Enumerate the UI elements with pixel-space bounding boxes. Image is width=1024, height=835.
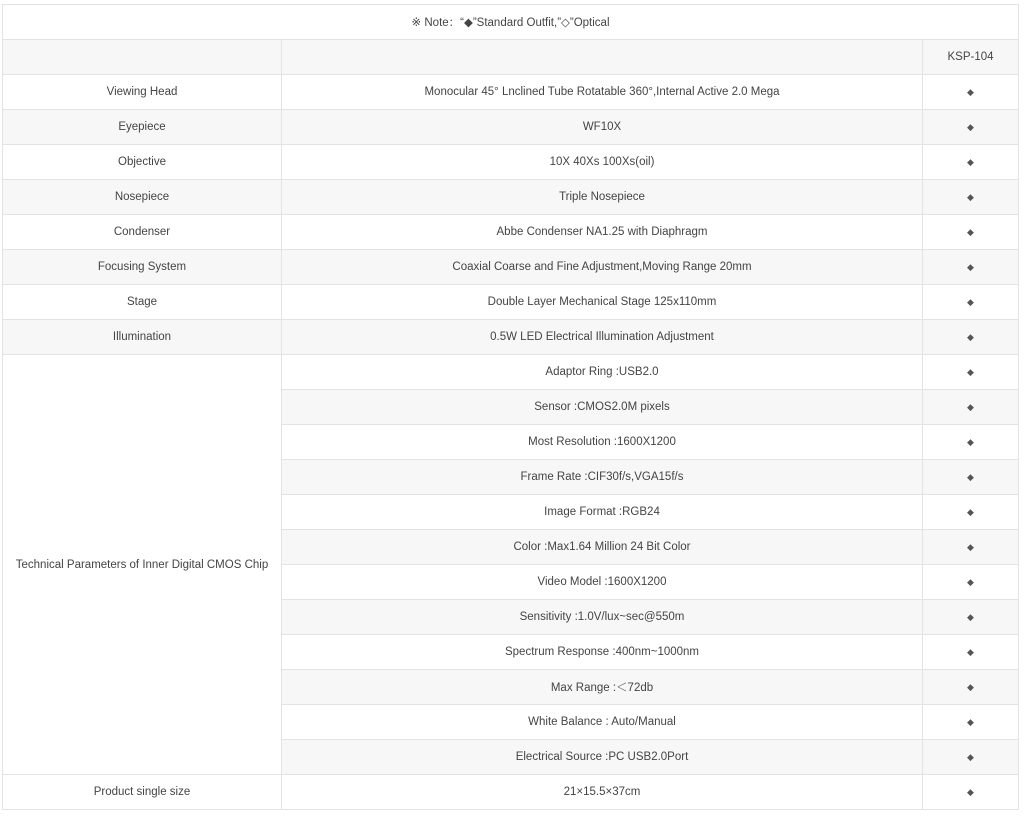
cmos-value: Adaptor Ring :USB2.0 <box>282 355 923 390</box>
standard-marker-icon: ◆ <box>967 472 974 482</box>
standard-marker-icon: ◆ <box>967 752 974 762</box>
row-value: Monocular 45° Lnclined Tube Rotatable 360°,Internal Active 2.0 Mega <box>282 75 923 110</box>
row-label: Product single size <box>3 775 282 810</box>
table-row <box>3 110 1019 145</box>
standard-marker-icon: ◆ <box>967 577 974 587</box>
cmos-value: Video Model :1600X1200 <box>282 565 923 600</box>
table-row <box>3 250 1019 285</box>
standard-marker-icon: ◆ <box>967 122 974 132</box>
row-value: 10X 40Xs 100Xs(oil) <box>282 145 923 180</box>
cmos-value: Sensitivity :1.0V/lux~sec@550m <box>282 600 923 635</box>
row-label: Nosepiece <box>3 180 282 215</box>
standard-marker-icon: ◆ <box>967 612 974 622</box>
standard-marker-icon: ◆ <box>967 297 974 307</box>
cmos-value: Frame Rate :CIF30f/s,VGA15f/s <box>282 460 923 495</box>
cmos-value: White Balance : Auto/Manual <box>282 705 923 740</box>
standard-marker-icon: ◆ <box>967 157 974 167</box>
row-label: Objective <box>3 145 282 180</box>
standard-marker-icon: ◆ <box>967 367 974 377</box>
header-label-cell <box>3 40 282 75</box>
standard-marker-icon: ◆ <box>967 87 974 97</box>
row-value: Abbe Condenser NA1.25 with Diaphragm <box>282 215 923 250</box>
cmos-value: Electrical Source :PC USB2.0Port <box>282 740 923 775</box>
row-value: Double Layer Mechanical Stage 125x110mm <box>282 285 923 320</box>
spec-table <box>2 4 1019 810</box>
table-row <box>3 320 1019 355</box>
row-value: WF10X <box>282 110 923 145</box>
table-row <box>3 180 1019 215</box>
standard-marker-icon: ◆ <box>967 787 974 797</box>
row-label: Eyepiece <box>3 110 282 145</box>
standard-marker-icon: ◆ <box>967 682 974 692</box>
standard-marker-icon: ◆ <box>967 507 974 517</box>
table-row <box>3 215 1019 250</box>
standard-marker-icon: ◆ <box>967 717 974 727</box>
table-row <box>3 355 1019 390</box>
table-row <box>3 285 1019 320</box>
header-row <box>3 40 1019 75</box>
row-label: Illumination <box>3 320 282 355</box>
cmos-value: Max Range :＜72db <box>282 670 923 705</box>
note-row <box>3 5 1019 40</box>
standard-marker-icon: ◆ <box>967 227 974 237</box>
standard-marker-icon: ◆ <box>967 262 974 272</box>
row-value: Coaxial Coarse and Fine Adjustment,Moving Range 20mm <box>282 250 923 285</box>
row-value: 21×15.5×37cm <box>282 775 923 810</box>
cmos-value: Most Resolution :1600X1200 <box>282 425 923 460</box>
table-row <box>3 775 1019 810</box>
standard-marker-icon: ◆ <box>967 437 974 447</box>
row-value: 0.5W LED Electrical Illumination Adjustment <box>282 320 923 355</box>
header-value-cell <box>282 40 923 75</box>
row-value: Triple Nosepiece <box>282 180 923 215</box>
cmos-value: Color :Max1.64 Million 24 Bit Color <box>282 530 923 565</box>
row-label: Viewing Head <box>3 75 282 110</box>
model-header: KSP-104 <box>923 40 1019 75</box>
row-label: Condenser <box>3 215 282 250</box>
table-row <box>3 75 1019 110</box>
cmos-section-label: Technical Parameters of Inner Digital CMOS Chip <box>3 355 282 775</box>
standard-marker-icon: ◆ <box>967 332 974 342</box>
standard-marker-icon: ◆ <box>967 647 974 657</box>
row-label: Focusing System <box>3 250 282 285</box>
table-row <box>3 145 1019 180</box>
cmos-value: Image Format :RGB24 <box>282 495 923 530</box>
standard-marker-icon: ◆ <box>967 192 974 202</box>
standard-marker-icon: ◆ <box>967 402 974 412</box>
standard-marker-icon: ◆ <box>967 542 974 552</box>
cmos-value: Spectrum Response :400nm~1000nm <box>282 635 923 670</box>
note-text: ※ Note：“◆”Standard Outfit,”◇”Optical <box>3 5 1019 40</box>
cmos-value: Sensor :CMOS2.0M pixels <box>282 390 923 425</box>
row-label: Stage <box>3 285 282 320</box>
